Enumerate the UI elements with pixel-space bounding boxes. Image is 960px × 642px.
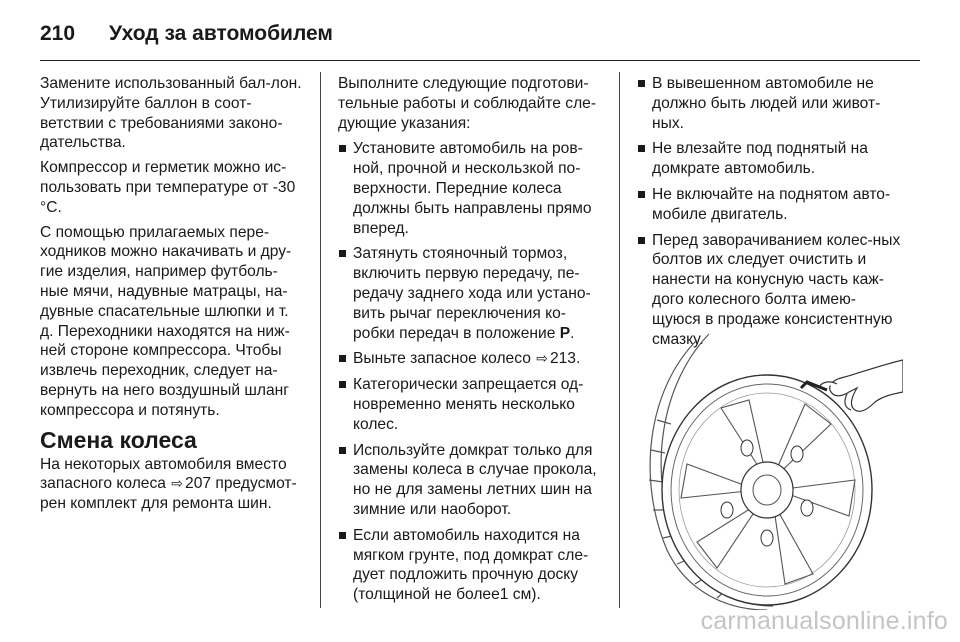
list-item-text: Выньте запасное колесо [353,350,531,368]
column-3 [637,74,903,355]
punctuation: . [570,324,575,342]
paragraph [40,455,302,514]
paragraph: Выполните следующие подготови-тельные работы и соблюдайте сле-дующие указания: [338,75,597,132]
bullet-icon [339,145,346,152]
bullet-icon [638,237,645,244]
list-item [338,375,602,434]
column-divider [320,72,321,608]
wheel-cover-illustration [637,330,903,610]
list-item [637,185,903,225]
bullet-list [338,139,602,605]
bullet-icon [339,250,346,257]
gear-position: P [559,324,571,342]
list-item-text: Установите автомобиль на ров-ной, прочной и нескользкой по-верхности. Передние колеса должны быть направлены прямо вперед. [353,140,592,237]
paragraph: С помощью прилагаемых пере-ходников можно накачивать и дру-гие изделия, например футболь-ные мячи, надувные матрацы, на-дувные спасательные шлюпки и т. д. Переходники находятся на ниж-ней стороне компрессора. Чтобы извлечь переходник, следует на-вернуть на него воздушный шланг компрессора и потянуть. [40,223,292,419]
page-ref[interactable]: 213. [549,350,581,368]
watermark: carmanualsonline.info [700,607,948,635]
list-item [338,139,602,238]
list-item-text: Не включайте на поднятом авто-мобиле двигатель. [652,185,891,223]
list-item-text: Категорически запрещается од-новременно менять несколько колес. [353,376,584,433]
paragraph: Компрессор и герметик можно ис-пользовать при температуре от -30 °C. [40,159,296,216]
list-item-text: Затянуть стояночный тормоз, включить первую передачу, пе-редачу заднего хода или устано-вить рычаг переключения ко-робки передач в положение [353,245,591,342]
list-item [637,139,903,179]
page-header [40,14,333,54]
list-item [338,349,602,369]
list-item-text: Используйте домкрат только для замены колеса в случае прокола, но не для замены летних шин на зимние или наоборот. [353,441,597,518]
bullet-icon [339,381,346,388]
list-item [338,526,602,605]
column-divider [619,72,620,608]
bullet-icon [638,191,645,198]
text-run: На некоторых автомобиля вместо запасного колеса [40,455,287,493]
list-item-text: Не влезайте под поднятый на домкрате автомобиль. [652,140,868,178]
list-item-text: В вывешенном автомобиле не должно быть людей или живот-ных. [652,75,881,132]
list-item [338,441,602,520]
bullet-list [637,74,903,349]
bullet-icon [339,447,346,454]
section-title: Смена колеса [40,426,197,453]
page-ref-arrow-icon: ⇨ [536,350,548,367]
chapter-title: Уход за автомобилем [109,22,333,45]
list-item-text: Если автомобиль находится на мягком грунте, под домкрат сле-дует подложить прочную доску (толщиной не более1 см). [353,526,589,604]
bullet-icon [638,80,645,87]
bullet-icon [638,145,645,152]
text-run: предусмот-рен комплект для ремонта шин. [40,475,297,513]
page-number: 210 [40,22,76,45]
page-ref[interactable]: 207 [185,475,212,493]
wheel-illustration-icon [637,330,903,610]
bullet-icon [339,532,346,539]
bullet-icon [339,355,346,362]
list-item [637,74,903,133]
paragraph: Замените использованный бал-лон. Утилизируйте баллон в соот-ветствии с требованиями законо-дательства. [40,75,302,152]
column-1 [40,74,302,519]
list-item-text: Перед заворачиванием колес-ных болтов их следует очистить и нанести на конусную часть каж-дого колесного болта имею-щуюся в продаже консистентную смазку. [652,231,901,348]
header-rule [40,60,920,61]
list-item [338,244,602,343]
page-ref-arrow-icon: ⇨ [171,475,184,492]
column-2 [338,74,602,611]
